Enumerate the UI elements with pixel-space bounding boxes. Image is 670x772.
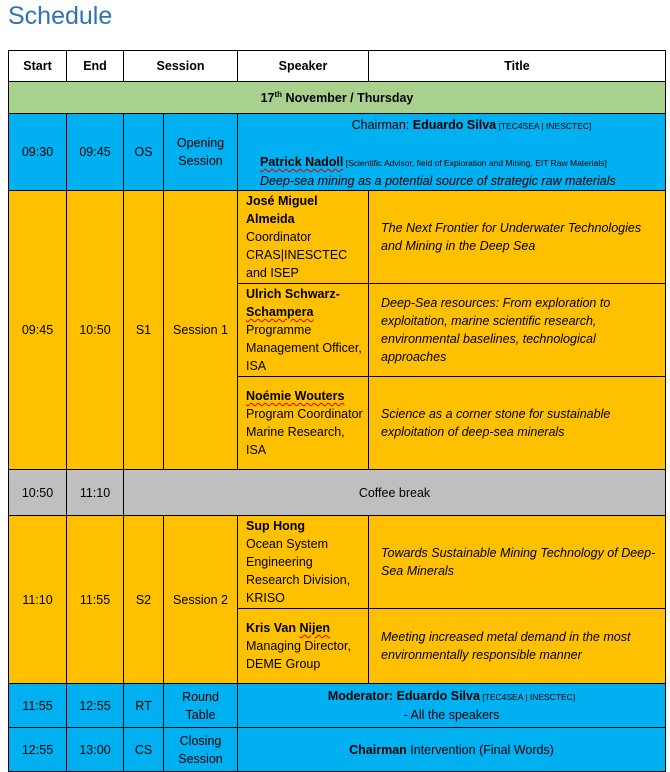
roundtable-session: Round Table bbox=[164, 684, 238, 728]
session2-name: Session 2 bbox=[164, 516, 238, 684]
coffee-break-row bbox=[9, 470, 666, 516]
opening-session: Opening Session bbox=[164, 114, 238, 191]
session2-start: 11:10 bbox=[9, 516, 67, 684]
session1-end: 10:50 bbox=[67, 191, 124, 470]
opening-code: OS bbox=[124, 114, 164, 191]
date-row bbox=[9, 82, 666, 114]
opening-row bbox=[9, 114, 666, 191]
header-row bbox=[9, 51, 666, 82]
session2-end: 11:55 bbox=[67, 516, 124, 684]
opening-speaker-name: Patrick Nadoll bbox=[260, 155, 344, 169]
schedule-table bbox=[8, 50, 666, 772]
speaker-cell: José Miguel Almeida Coordinator CRAS|INESCTEC and ISEP bbox=[238, 191, 369, 284]
col-header-end: End bbox=[67, 51, 124, 82]
opening-talk-title: Deep-sea mining as a potential source of strategic raw materials bbox=[260, 174, 616, 188]
break-label: Coffee break bbox=[124, 470, 666, 516]
closing-code: CS bbox=[124, 728, 164, 772]
col-header-title: Title bbox=[369, 51, 666, 82]
talk-title: Science as a corner stone for sustainable exploitation of deep-sea minerals bbox=[369, 377, 666, 470]
speaker-cell: Noémie Wouters Program Coordinator Marine Research, ISA bbox=[238, 377, 369, 470]
session1-talk-1 bbox=[9, 191, 666, 284]
col-header-speaker: Speaker bbox=[238, 51, 369, 82]
roundtable-row bbox=[9, 684, 666, 728]
opening-end: 09:45 bbox=[67, 114, 124, 191]
session2-talk-1 bbox=[9, 516, 666, 609]
roundtable-details: Moderator: Eduardo Silva [TEC4SEA | INESCTEC] - All the speakers bbox=[238, 684, 666, 728]
break-end: 11:10 bbox=[67, 470, 124, 516]
talk-title: The Next Frontier for Underwater Technologies and Mining in the Deep Sea bbox=[369, 191, 666, 284]
closing-session: Closing Session bbox=[164, 728, 238, 772]
opening-start: 09:30 bbox=[9, 114, 67, 191]
closing-details: Chairman Intervention (Final Words) bbox=[238, 728, 666, 772]
speaker-cell: Kris Van Nijen Managing Director, DEME Group bbox=[238, 609, 369, 684]
talk-title: Towards Sustainable Mining Technology of Deep-Sea Minerals bbox=[369, 516, 666, 609]
closing-end: 13:00 bbox=[67, 728, 124, 772]
session1-code: S1 bbox=[124, 191, 164, 470]
session1-start: 09:45 bbox=[9, 191, 67, 470]
session1-name: Session 1 bbox=[164, 191, 238, 470]
closing-row bbox=[9, 728, 666, 772]
page-title: Schedule bbox=[8, 2, 113, 30]
break-start: 10:50 bbox=[9, 470, 67, 516]
talk-title: Meeting increased metal demand in the most environmentally responsible manner bbox=[369, 609, 666, 684]
roundtable-end: 12:55 bbox=[67, 684, 124, 728]
speaker-cell: Ulrich Schwarz- Schampera Programme Management Officer, ISA bbox=[238, 284, 369, 377]
speaker-cell: Sup Hong Ocean System Engineering Research Division, KRISO bbox=[238, 516, 369, 609]
date-cell: 17th November / Thursday bbox=[9, 82, 666, 114]
roundtable-start: 11:55 bbox=[9, 684, 67, 728]
session2-code: S2 bbox=[124, 516, 164, 684]
talk-title: Deep-Sea resources: From exploration to exploitation, marine scientific research, environmental baselines, technological approaches bbox=[369, 284, 666, 377]
opening-details: Chairman: Eduardo Silva [TEC4SEA | INESCTEC] Patrick Nadoll [Scientific Advisor, field of Exploration and Mining, EIT Raw Materials] Deep-sea mining as a potential source of strategic raw materials bbox=[238, 114, 666, 191]
col-header-start: Start bbox=[9, 51, 67, 82]
col-header-session: Session bbox=[124, 51, 238, 82]
roundtable-code: RT bbox=[124, 684, 164, 728]
closing-start: 12:55 bbox=[9, 728, 67, 772]
